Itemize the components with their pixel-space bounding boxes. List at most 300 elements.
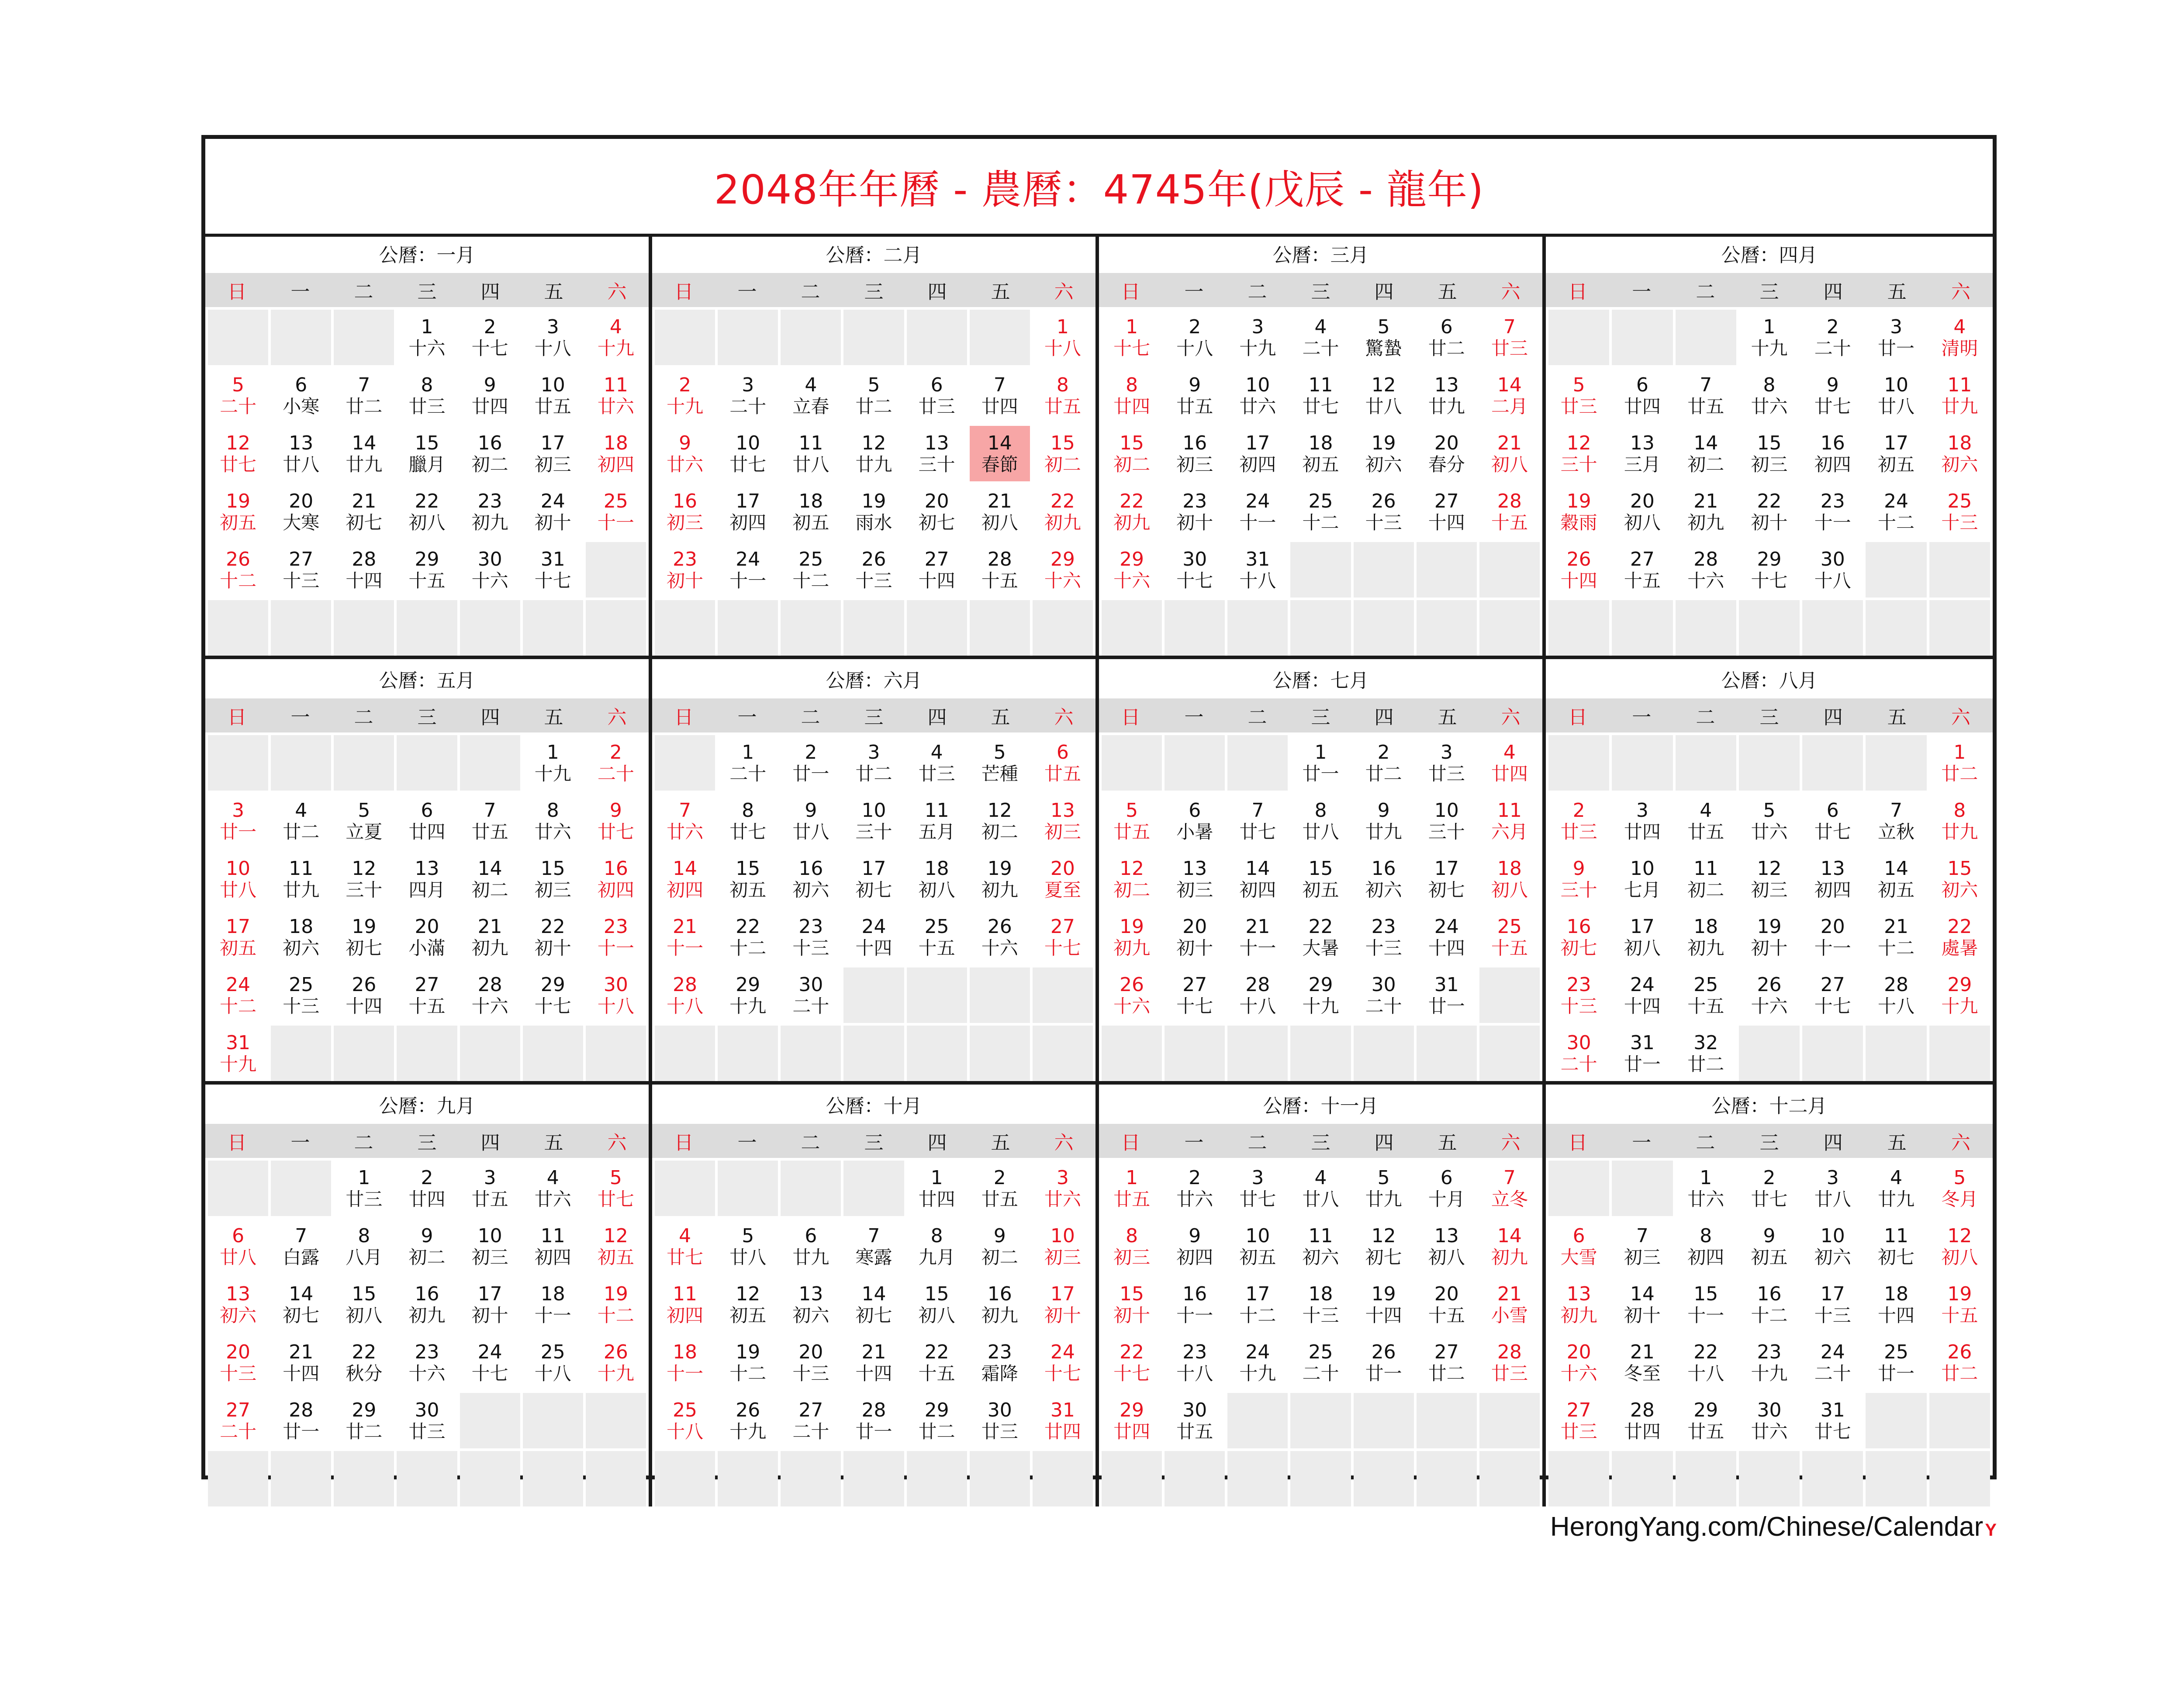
day-cell xyxy=(655,1277,715,1332)
lunar-day: 初三 xyxy=(1176,879,1213,901)
lunar-day: 初八 xyxy=(918,1304,955,1326)
gregorian-day: 6 xyxy=(1440,1167,1453,1189)
gregorian-day: 29 xyxy=(415,548,439,571)
gregorian-day: 2 xyxy=(1189,316,1201,339)
day-cell xyxy=(1929,1161,1990,1216)
lunar-day: 廿四 xyxy=(408,1188,446,1210)
day-cell xyxy=(1548,1277,1609,1332)
gregorian-day: 10 xyxy=(1050,1225,1075,1247)
gregorian-day: 17 xyxy=(861,857,886,880)
day-cell xyxy=(843,368,904,423)
gregorian-day: 21 xyxy=(1497,1283,1522,1306)
day-cell xyxy=(1548,909,1609,965)
lunar-day: 十二 xyxy=(1878,511,1915,533)
empty-cell xyxy=(1354,1026,1414,1081)
day-cell xyxy=(1102,851,1162,907)
gregorian-day: 11 xyxy=(1884,1225,1909,1247)
empty-cell xyxy=(970,1451,1030,1506)
day-cell xyxy=(334,1335,394,1390)
lunar-day: 廿九 xyxy=(855,453,892,475)
empty-cell xyxy=(655,1451,715,1506)
gregorian-day: 26 xyxy=(736,1399,760,1422)
lunar-day: 十四 xyxy=(1878,1304,1915,1326)
lunar-day: 廿六 xyxy=(534,1188,571,1210)
gregorian-day: 12 xyxy=(861,432,886,455)
gregorian-day: 15 xyxy=(540,857,565,880)
weekday-label: 日 xyxy=(227,706,247,729)
weekday-label: 三 xyxy=(864,1132,884,1154)
day-cell xyxy=(397,1393,457,1448)
gregorian-day: 3 xyxy=(742,374,754,397)
gregorian-day: 21 xyxy=(477,916,502,938)
lunar-day: 廿五 xyxy=(1176,1420,1213,1442)
lunar-day: 十九 xyxy=(667,395,704,417)
day-cell xyxy=(970,1219,1030,1274)
day-cell xyxy=(1739,967,1800,1023)
gregorian-day: 6 xyxy=(805,1225,817,1247)
gregorian-day: 15 xyxy=(415,432,439,455)
day-cell xyxy=(1102,542,1162,598)
empty-cell xyxy=(907,1026,967,1081)
gregorian-day: 29 xyxy=(924,1399,949,1422)
gregorian-day: 24 xyxy=(1245,490,1270,513)
lunar-day: 十四 xyxy=(283,1362,320,1384)
empty-cell xyxy=(843,1026,904,1081)
lunar-day: 初二 xyxy=(471,879,508,901)
month-block xyxy=(1546,234,1993,659)
gregorian-day: 16 xyxy=(1757,1283,1782,1306)
empty-cell xyxy=(655,600,715,656)
day-cell xyxy=(1354,793,1414,849)
lunar-day: 廿三 xyxy=(1560,395,1597,417)
lunar-day: 十九 xyxy=(729,1420,767,1442)
day-cell xyxy=(586,851,646,907)
lunar-day: 初三 xyxy=(1624,1246,1661,1268)
day-cell xyxy=(1165,484,1225,539)
lunar-day: 十三 xyxy=(855,570,892,591)
lunar-day: 十四 xyxy=(346,995,383,1017)
day-cell xyxy=(586,484,646,539)
day-cell xyxy=(781,542,841,598)
lunar-day: 初九 xyxy=(1560,1304,1597,1326)
day-cell xyxy=(271,484,331,539)
gregorian-day: 16 xyxy=(987,1283,1012,1306)
weekday-label: 三 xyxy=(864,706,884,729)
gregorian-day: 24 xyxy=(736,548,760,571)
empty-cell xyxy=(1929,542,1990,598)
lunar-day: 二十 xyxy=(1814,337,1851,359)
lunar-day: 十八 xyxy=(1176,337,1213,359)
lunar-day: 十七 xyxy=(534,570,571,591)
empty-cell xyxy=(1290,600,1351,656)
gregorian-day: 15 xyxy=(1120,432,1144,455)
day-grid xyxy=(1099,732,1542,1081)
day-grid xyxy=(1546,307,1993,656)
gregorian-day: 5 xyxy=(1572,374,1585,397)
day-cell xyxy=(1290,1277,1351,1332)
gregorian-day: 30 xyxy=(477,548,502,571)
day-cell xyxy=(1676,793,1736,849)
lunar-day: 初四 xyxy=(1239,453,1276,475)
lunar-day: 二十 xyxy=(1814,1362,1851,1384)
lunar-day: 十二 xyxy=(597,1304,634,1326)
site-logo: Y xyxy=(1985,1520,1997,1540)
weekday-label: 六 xyxy=(1054,706,1074,729)
day-cell xyxy=(1290,1161,1351,1216)
lunar-day: 初五 xyxy=(220,937,257,959)
lunar-day: 初四 xyxy=(667,1304,704,1326)
gregorian-day: 6 xyxy=(295,374,308,397)
lunar-day: 初五 xyxy=(220,511,257,533)
gregorian-day: 21 xyxy=(1884,916,1909,938)
lunar-day: 十八 xyxy=(667,995,704,1017)
gregorian-day: 10 xyxy=(861,799,886,822)
weekday-label: 二 xyxy=(1696,281,1715,303)
gregorian-day: 8 xyxy=(421,374,433,397)
gregorian-day: 7 xyxy=(484,799,496,822)
gregorian-day: 25 xyxy=(673,1399,698,1422)
empty-cell xyxy=(334,1026,394,1081)
gregorian-day: 9 xyxy=(1572,857,1585,880)
empty-cell xyxy=(843,310,904,365)
day-cell xyxy=(397,310,457,365)
gregorian-day: 8 xyxy=(1056,374,1069,397)
day-cell xyxy=(334,1161,394,1216)
day-cell xyxy=(586,735,646,791)
empty-cell xyxy=(1739,600,1800,656)
day-cell xyxy=(843,735,904,791)
day-cell xyxy=(1929,735,1990,791)
day-cell xyxy=(970,1161,1030,1216)
lunar-day: 三月 xyxy=(1624,453,1661,475)
weekday-label: 日 xyxy=(1121,1132,1140,1154)
lunar-day: 初三 xyxy=(1751,879,1788,901)
day-cell xyxy=(1417,368,1477,423)
lunar-day: 十四 xyxy=(1624,995,1661,1017)
day-cell xyxy=(1479,426,1540,481)
gregorian-day: 22 xyxy=(1050,490,1075,513)
day-cell xyxy=(1929,368,1990,423)
gregorian-day: 17 xyxy=(1245,1283,1270,1306)
gregorian-day: 19 xyxy=(987,857,1012,880)
day-cell xyxy=(523,310,583,365)
gregorian-day: 5 xyxy=(867,374,880,397)
lunar-day: 初三 xyxy=(667,511,704,533)
gregorian-day: 13 xyxy=(415,857,439,880)
gregorian-day: 14 xyxy=(1497,374,1522,397)
lunar-day: 十三 xyxy=(792,937,829,959)
gregorian-day: 13 xyxy=(1434,1225,1459,1247)
day-cell xyxy=(334,368,394,423)
day-cell xyxy=(586,1335,646,1390)
gregorian-day: 19 xyxy=(861,490,886,513)
day-cell xyxy=(397,1219,457,1274)
empty-cell xyxy=(523,1026,583,1081)
weekday-label: 二 xyxy=(1248,281,1267,303)
lunar-day: 廿七 xyxy=(220,453,257,475)
gregorian-day: 5 xyxy=(1126,799,1138,822)
gregorian-day: 12 xyxy=(1566,432,1591,455)
gregorian-day: 5 xyxy=(1953,1167,1966,1189)
gregorian-day: 7 xyxy=(993,374,1006,397)
lunar-day: 十四 xyxy=(855,1362,892,1384)
empty-cell xyxy=(1929,1026,1990,1081)
footer-site-link[interactable]: HerongYang.com/Chinese/Calendar xyxy=(1550,1512,1984,1542)
lunar-day: 夏至 xyxy=(1044,879,1081,901)
day-cell xyxy=(208,1335,268,1390)
lunar-day: 廿八 xyxy=(792,453,829,475)
day-cell xyxy=(1739,909,1800,965)
day-cell xyxy=(843,1277,904,1332)
gregorian-day: 25 xyxy=(924,916,949,938)
day-cell xyxy=(397,368,457,423)
gregorian-day: 12 xyxy=(226,432,251,455)
weekday-label: 六 xyxy=(1501,281,1521,303)
day-cell xyxy=(1866,967,1926,1023)
lunar-day: 二十 xyxy=(1302,1362,1339,1384)
day-cell xyxy=(655,1219,715,1274)
gregorian-day: 10 xyxy=(226,857,251,880)
lunar-day: 廿二 xyxy=(855,395,892,417)
gregorian-day: 22 xyxy=(736,916,760,938)
lunar-day: 廿九 xyxy=(1365,1188,1402,1210)
empty-cell xyxy=(208,600,268,656)
day-cell xyxy=(397,1161,457,1216)
weekday-label: 四 xyxy=(1823,281,1843,303)
lunar-day: 廿六 xyxy=(1751,821,1788,843)
lunar-day: 十六 xyxy=(1751,995,1788,1017)
gregorian-day: 15 xyxy=(1947,857,1972,880)
day-cell xyxy=(1612,1335,1673,1390)
lunar-day: 初五 xyxy=(729,879,767,901)
lunar-day: 二十 xyxy=(792,1420,829,1442)
gregorian-day: 3 xyxy=(546,316,559,339)
gregorian-day: 8 xyxy=(742,799,754,822)
day-cell xyxy=(1354,735,1414,791)
month-block xyxy=(1099,659,1546,1085)
empty-cell xyxy=(1676,1451,1736,1506)
lunar-day: 十七 xyxy=(1113,1362,1151,1384)
weekday-label: 二 xyxy=(354,706,373,729)
gregorian-day: 3 xyxy=(484,1167,496,1189)
gregorian-day: 2 xyxy=(484,316,496,339)
day-grid xyxy=(205,732,649,1081)
gregorian-day: 30 xyxy=(1566,1032,1591,1054)
empty-cell xyxy=(1354,1393,1414,1448)
day-cell xyxy=(1676,909,1736,965)
lunar-day: 五月 xyxy=(918,821,955,843)
empty-cell xyxy=(1417,542,1477,598)
lunar-day: 廿四 xyxy=(1624,1420,1661,1442)
day-cell xyxy=(1739,1393,1800,1448)
lunar-day: 初七 xyxy=(1878,1246,1915,1268)
weekday-label: 日 xyxy=(1568,706,1588,729)
empty-cell xyxy=(334,600,394,656)
day-cell xyxy=(271,1219,331,1274)
day-cell xyxy=(1548,368,1609,423)
gregorian-day: 28 xyxy=(1497,490,1522,513)
gregorian-day: 5 xyxy=(742,1225,754,1247)
day-cell xyxy=(1929,484,1990,539)
empty-cell xyxy=(271,600,331,656)
lunar-day: 初二 xyxy=(1687,453,1724,475)
gregorian-day: 3 xyxy=(1056,1167,1069,1189)
gregorian-day: 9 xyxy=(421,1225,433,1247)
lunar-day: 初二 xyxy=(981,1246,1018,1268)
empty-cell xyxy=(1676,600,1736,656)
day-cell xyxy=(1227,909,1288,965)
day-cell xyxy=(655,368,715,423)
lunar-day: 初二 xyxy=(1113,453,1151,475)
day-grid xyxy=(1546,732,1993,1081)
day-cell xyxy=(208,851,268,907)
day-cell xyxy=(1676,484,1736,539)
empty-cell xyxy=(970,310,1030,365)
day-cell xyxy=(1739,310,1800,365)
day-grid xyxy=(205,307,649,656)
weekday-header xyxy=(205,1124,649,1158)
day-cell xyxy=(1290,1335,1351,1390)
lunar-day: 廿七 xyxy=(667,1246,704,1268)
lunar-day: 寒露 xyxy=(855,1246,892,1268)
lunar-day: 初三 xyxy=(1176,453,1213,475)
gregorian-day: 20 xyxy=(1820,916,1845,938)
lunar-day: 二十 xyxy=(220,395,257,417)
day-cell xyxy=(1417,909,1477,965)
gregorian-day: 25 xyxy=(1947,490,1972,513)
day-cell xyxy=(1102,793,1162,849)
lunar-day: 廿九 xyxy=(1878,1188,1915,1210)
lunar-day: 小滿 xyxy=(408,937,446,959)
gregorian-day: 11 xyxy=(924,799,949,822)
gregorian-day: 26 xyxy=(1120,974,1144,996)
day-cell xyxy=(1165,909,1225,965)
weekday-header xyxy=(652,1124,1095,1158)
lunar-day: 驚蟄 xyxy=(1365,337,1402,359)
lunar-day: 十六 xyxy=(408,1362,446,1384)
empty-cell xyxy=(1739,1026,1800,1081)
lunar-day: 初九 xyxy=(1113,511,1151,533)
lunar-day: 十五 xyxy=(408,995,446,1017)
weekday-label: 三 xyxy=(1311,706,1330,729)
lunar-day: 初八 xyxy=(981,511,1018,533)
gregorian-day: 18 xyxy=(603,432,628,455)
gregorian-day: 19 xyxy=(1371,432,1396,455)
gregorian-day: 14 xyxy=(352,432,377,455)
lunar-day: 十八 xyxy=(1176,1362,1213,1384)
day-cell xyxy=(1033,1277,1093,1332)
empty-cell xyxy=(208,1161,268,1216)
lunar-day: 穀雨 xyxy=(1560,511,1597,533)
lunar-day: 十七 xyxy=(1044,937,1081,959)
day-cell xyxy=(781,735,841,791)
gregorian-day: 1 xyxy=(930,1167,943,1189)
day-cell xyxy=(1354,851,1414,907)
lunar-day: 十五 xyxy=(1428,1304,1465,1326)
day-cell xyxy=(1739,1219,1800,1274)
gregorian-day: 22 xyxy=(1693,1341,1718,1364)
gregorian-day: 1 xyxy=(1126,316,1138,339)
weekday-label: 二 xyxy=(1696,1132,1715,1154)
gregorian-day: 31 xyxy=(1630,1032,1655,1054)
gregorian-day: 1 xyxy=(1056,316,1069,339)
day-grid xyxy=(652,307,1095,656)
gregorian-day: 27 xyxy=(1434,490,1459,513)
day-cell xyxy=(655,793,715,849)
weekday-label: 三 xyxy=(1759,706,1779,729)
lunar-day: 廿三 xyxy=(918,763,955,784)
weekday-label: 五 xyxy=(544,706,563,729)
weekday-label: 一 xyxy=(1184,706,1204,729)
empty-cell xyxy=(208,1451,268,1506)
gregorian-day: 13 xyxy=(798,1283,823,1306)
lunar-day: 初四 xyxy=(1814,453,1851,475)
empty-cell xyxy=(1227,1026,1288,1081)
gregorian-day: 12 xyxy=(1947,1225,1972,1247)
gregorian-day: 4 xyxy=(546,1167,559,1189)
empty-cell xyxy=(1033,967,1093,1023)
month-block xyxy=(652,659,1099,1085)
gregorian-day: 26 xyxy=(1371,1341,1396,1364)
month-block xyxy=(1099,234,1546,659)
calendar-frame xyxy=(201,135,1997,1479)
gregorian-day: 20 xyxy=(1434,432,1459,455)
day-cell xyxy=(1739,1277,1800,1332)
empty-cell xyxy=(334,310,394,365)
gregorian-day: 4 xyxy=(679,1225,691,1247)
gregorian-day: 23 xyxy=(477,490,502,513)
day-cell xyxy=(208,793,268,849)
gregorian-day: 31 xyxy=(540,548,565,571)
lunar-day: 初八 xyxy=(1624,511,1661,533)
day-cell xyxy=(1802,1277,1863,1332)
lunar-day: 初九 xyxy=(1687,511,1724,533)
day-cell xyxy=(655,967,715,1023)
day-cell xyxy=(397,1277,457,1332)
lunar-day: 廿五 xyxy=(471,1188,508,1210)
lunar-day: 廿七 xyxy=(597,821,634,843)
day-cell xyxy=(586,368,646,423)
day-cell xyxy=(523,1335,583,1390)
lunar-day: 初五 xyxy=(792,511,829,533)
lunar-day: 十九 xyxy=(597,1362,634,1384)
lunar-day: 廿六 xyxy=(1751,395,1788,417)
lunar-day: 廿一 xyxy=(1624,1053,1661,1075)
day-cell xyxy=(586,1161,646,1216)
lunar-day: 初五 xyxy=(1878,453,1915,475)
lunar-day: 十四 xyxy=(1428,937,1465,959)
day-cell xyxy=(1165,426,1225,481)
lunar-day: 初七 xyxy=(918,511,955,533)
gregorian-day: 17 xyxy=(226,916,251,938)
day-cell xyxy=(586,426,646,481)
gregorian-day: 9 xyxy=(609,799,622,822)
lunar-day: 十四 xyxy=(855,937,892,959)
gregorian-day: 8 xyxy=(1953,799,1966,822)
lunar-day: 廿三 xyxy=(981,1420,1018,1442)
day-cell xyxy=(1548,426,1609,481)
lunar-day: 十七 xyxy=(1176,995,1213,1017)
day-cell xyxy=(1227,851,1288,907)
day-cell xyxy=(1102,1161,1162,1216)
gregorian-day: 18 xyxy=(924,857,949,880)
day-cell xyxy=(1739,1161,1800,1216)
lunar-day: 初七 xyxy=(1428,879,1465,901)
gregorian-day: 12 xyxy=(352,857,377,880)
lunar-day: 十九 xyxy=(729,995,767,1017)
lunar-day: 十一 xyxy=(1814,937,1851,959)
day-cell xyxy=(1227,1161,1288,1216)
